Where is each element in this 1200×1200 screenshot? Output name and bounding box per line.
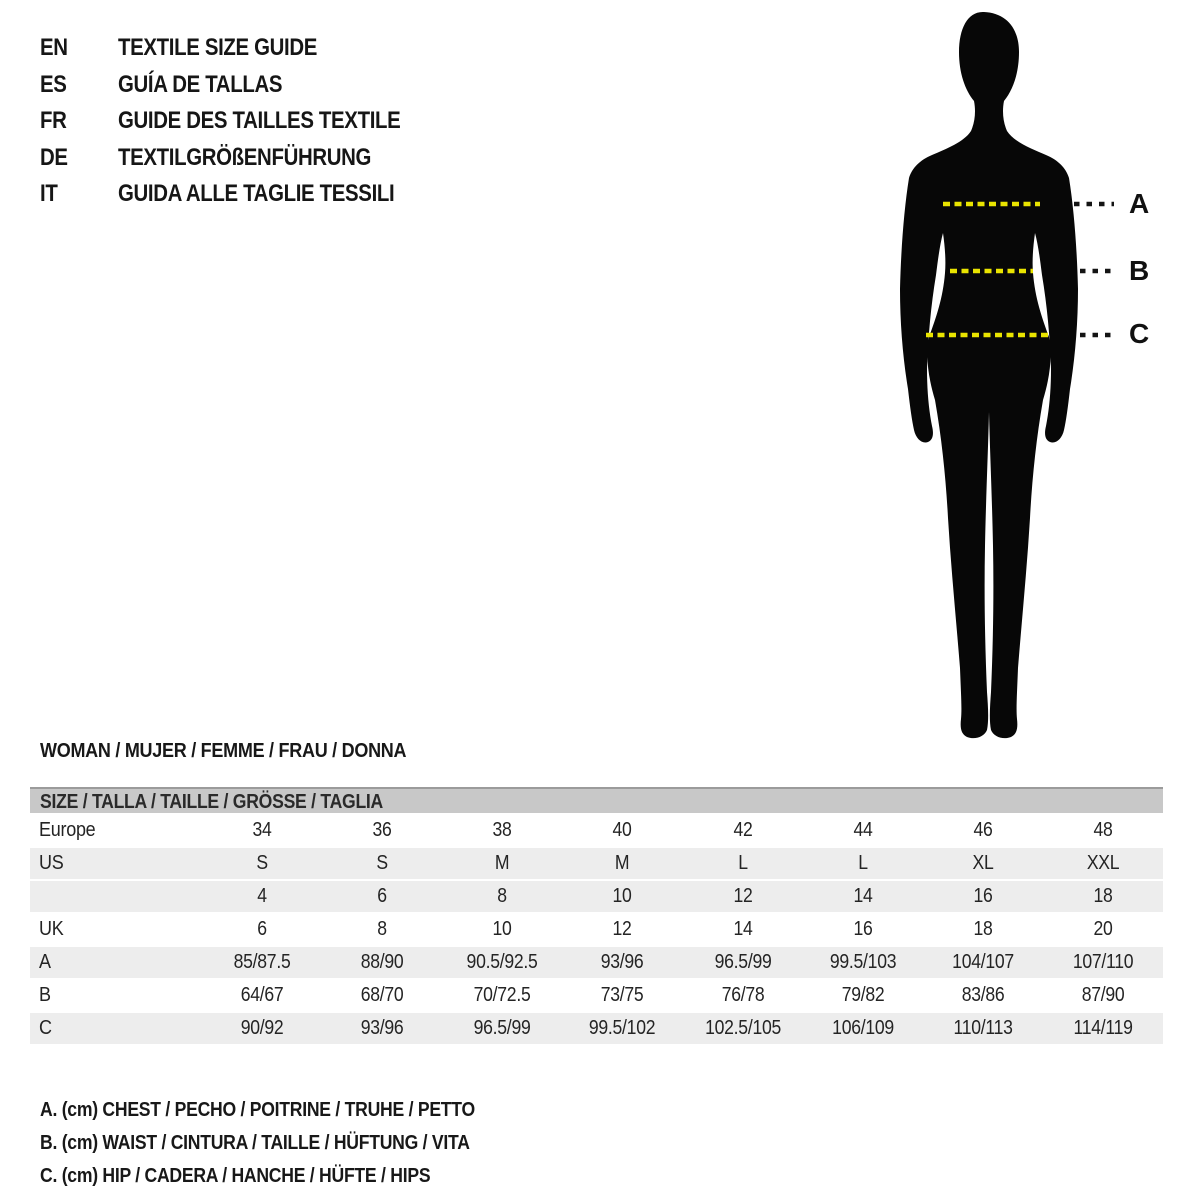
cell: 42 xyxy=(733,819,753,841)
cell: 96.5/99 xyxy=(714,951,771,973)
table-row-chest-a xyxy=(30,947,1163,978)
cell: 90/92 xyxy=(240,1017,284,1039)
row-label: C xyxy=(39,1017,52,1039)
cell: 36 xyxy=(372,819,392,841)
cell: 93/96 xyxy=(601,951,644,973)
cell: 12 xyxy=(612,918,632,940)
cell: 114/119 xyxy=(1073,1017,1133,1039)
row-label: UK xyxy=(39,918,64,940)
language-title: TEXTILGRÖßENFÜHRUNG xyxy=(118,143,372,171)
cell: S xyxy=(256,852,268,874)
cell: 6 xyxy=(377,885,387,907)
cell: 20 xyxy=(1093,918,1113,940)
size-table-header xyxy=(30,787,1163,813)
marker-b-label: B xyxy=(1129,255,1150,286)
cell: 18 xyxy=(973,918,993,940)
language-code: FR xyxy=(40,107,67,134)
cell: 46 xyxy=(973,819,993,841)
language-row-de xyxy=(40,140,450,177)
row-label: US xyxy=(39,852,64,874)
row-label: Europe xyxy=(39,819,96,841)
cell: 79/82 xyxy=(841,984,885,1006)
cell: 16 xyxy=(973,885,993,907)
cell: L xyxy=(737,852,748,874)
language-code: ES xyxy=(40,70,67,98)
cell: 44 xyxy=(853,819,873,841)
cell: 40 xyxy=(612,819,632,841)
measurement-legend xyxy=(40,1094,534,1193)
marker-c-label: C xyxy=(1129,318,1150,349)
cell: 34 xyxy=(252,819,272,841)
language-row-it xyxy=(40,176,450,213)
row-label: B xyxy=(39,984,51,1006)
cell: 38 xyxy=(492,819,512,841)
marker-a-label: A xyxy=(1129,188,1150,219)
cell: 73/75 xyxy=(601,984,644,1006)
table-row-waist-b xyxy=(30,980,1163,1011)
cell: 48 xyxy=(1093,819,1113,841)
cell: 93/96 xyxy=(360,1017,404,1039)
cell: 12 xyxy=(733,885,753,907)
cell: 10 xyxy=(612,885,632,907)
cell: 110/113 xyxy=(953,1017,1013,1039)
language-code: EN xyxy=(40,34,68,61)
legend-hip-text: C. (cm) HIP / CADERA / HANCHE / HÜFTE / HIPS xyxy=(40,1165,431,1187)
cell: 99.5/102 xyxy=(589,1017,656,1039)
language-title: TEXTILE SIZE GUIDE xyxy=(118,34,318,61)
woman-silhouette-figure xyxy=(880,6,1160,740)
size-table xyxy=(30,787,1163,1044)
cell: 102.5/105 xyxy=(704,1017,781,1039)
language-row-en xyxy=(40,30,450,67)
language-title-list xyxy=(40,30,450,213)
cell: 8 xyxy=(497,885,508,907)
table-row-europe xyxy=(30,815,1163,846)
cell: 6 xyxy=(257,918,267,940)
row-label: A xyxy=(39,951,51,973)
cell: 70/72.5 xyxy=(473,984,531,1006)
table-row-us-letters xyxy=(30,848,1163,879)
legend-chest-text: A. (cm) CHEST / PECHO / POITRINE / TRUHE / PETTO xyxy=(40,1099,475,1121)
legend-hip xyxy=(40,1160,534,1193)
cell: 10 xyxy=(492,918,512,940)
cell: M xyxy=(495,852,510,874)
cell: 87/90 xyxy=(1081,984,1125,1006)
cell: 106/109 xyxy=(831,1017,894,1039)
cell: XL xyxy=(972,852,994,874)
woman-silhouette xyxy=(900,12,1078,738)
table-row-uk xyxy=(30,914,1163,945)
cell: 14 xyxy=(733,918,753,940)
cell: 4 xyxy=(257,885,267,907)
cell: 104/107 xyxy=(951,951,1014,973)
language-row-es xyxy=(40,67,450,104)
section-title: WOMAN / MUJER / FEMME / FRAU / DONNA xyxy=(40,740,407,762)
cell: 64/67 xyxy=(240,984,284,1006)
table-row-hip-c xyxy=(30,1013,1163,1044)
cell: 83/86 xyxy=(961,984,1005,1006)
cell: 85/87.5 xyxy=(233,951,291,973)
cell: S xyxy=(376,852,388,874)
legend-waist-text: B. (cm) WAIST / CINTURA / TAILLE / HÜFTUNG / VITA xyxy=(40,1132,470,1154)
cell: 96.5/99 xyxy=(473,1017,531,1039)
language-code: IT xyxy=(40,180,58,207)
cell: M xyxy=(615,852,630,874)
table-row-us-numbers xyxy=(30,881,1163,912)
cell: 68/70 xyxy=(360,984,404,1006)
cell: 90.5/92.5 xyxy=(466,951,538,973)
language-title: GUIDA ALLE TAGLIE TESSILI xyxy=(118,180,395,207)
cell: 18 xyxy=(1093,885,1113,907)
cell: 107/110 xyxy=(1072,951,1134,973)
size-table-header-text: SIZE / TALLA / TAILLE / GRÖSSE / TAGLIA xyxy=(40,791,384,813)
cell: 8 xyxy=(377,918,387,940)
cell: 16 xyxy=(853,918,873,940)
cell: XXL xyxy=(1086,852,1120,874)
cell: 99.5/103 xyxy=(829,951,896,973)
legend-waist xyxy=(40,1127,534,1160)
cell: 76/78 xyxy=(721,984,764,1006)
language-title: GUÍA DE TALLAS xyxy=(118,70,283,98)
cell: 14 xyxy=(853,885,873,907)
cell: 88/90 xyxy=(360,951,404,973)
language-row-fr xyxy=(40,103,450,140)
language-title: GUIDE DES TAILLES TEXTILE xyxy=(118,107,401,134)
legend-chest xyxy=(40,1094,534,1127)
cell: L xyxy=(857,852,868,874)
language-code: DE xyxy=(40,143,68,171)
